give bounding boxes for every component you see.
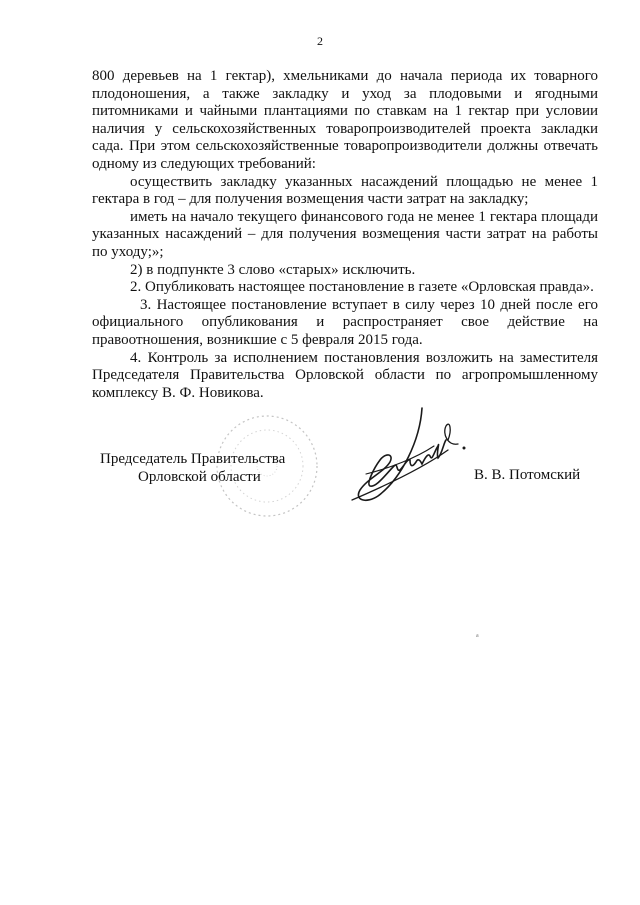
signatory-title bbox=[100, 450, 285, 486]
document-body bbox=[92, 68, 598, 402]
signature-block bbox=[0, 400, 640, 540]
paragraph-continuation: 800 деревьев на 1 гектар), хмельниками до начала периода их товарного плодоношения, а также закладку и уход за плодовыми и ягодными питомниками и чайными плантациями по ставкам на 1 гектар при условии наличия у сельскохозяйственных товаропроизводителей проекта закладки сада. При этом сельскохозяйственные товаропроизводители должны отвечать одному из следующих требований: bbox=[92, 68, 598, 172]
paragraph-requirement-care: иметь на начало текущего финансового года не менее 1 гектара площади указанных насаждений – для получения возмещения части затрат на работы по уходу;»; bbox=[92, 208, 598, 260]
signatory-name: В. В. Потомский bbox=[474, 467, 581, 483]
page-number: 2 bbox=[317, 34, 323, 48]
paragraph-item-4: 4. Контроль за исполнением постановления возложить на заместителя Председателя Правительства Орловской области по агропромышленному комплексу В. Ф. Новикова. bbox=[92, 349, 598, 401]
signatory-title-line2: Орловской области bbox=[138, 469, 261, 485]
signatory-title-line1: Председатель Правительства bbox=[100, 451, 286, 467]
paragraph-item-3: 3. Настоящее постановление вступает в силу через 10 дней после его официального опубликования и распространяет свое действие на правоотношения, возникшие с 5 февраля 2015 года. bbox=[92, 296, 598, 348]
paragraph-item-2: 2. Опубликовать настоящее постановление в газете «Орловская правда». bbox=[130, 279, 594, 296]
paragraph-requirement-planting: осуществить закладку указанных насаждений площадью не менее 1 гектара в год – для получения возмещения части затрат на закладку; bbox=[92, 173, 598, 208]
paragraph-subitem-2: 2) в подпункте 3 слово «старых» исключить. bbox=[130, 261, 416, 278]
handwritten-signature-icon bbox=[330, 400, 480, 520]
edge-mark: a bbox=[476, 633, 479, 639]
